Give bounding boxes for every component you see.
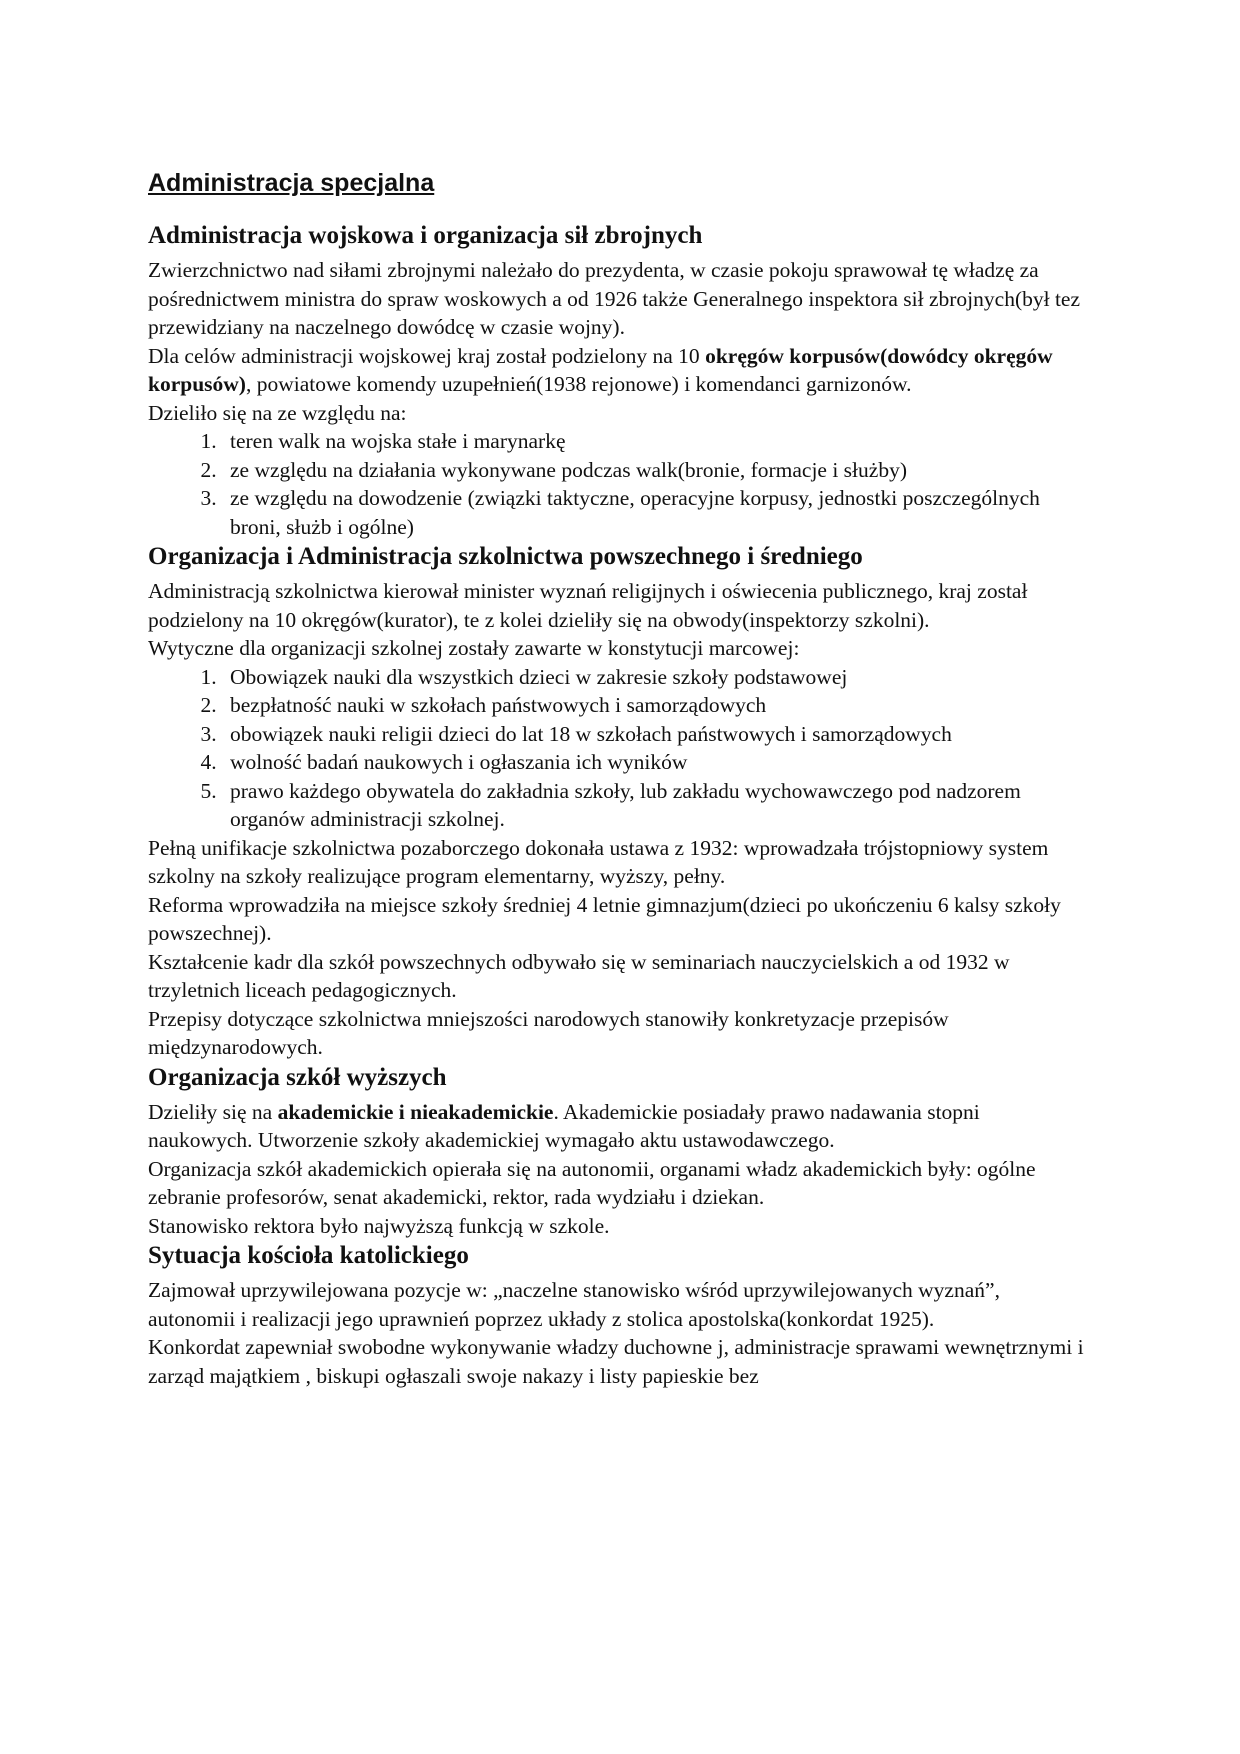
list-item: 1. Obowiązek nauki dla wszystkich dzieci w zakresie szkoły podstawowej xyxy=(222,663,1088,692)
paragraph: Zwierzchnictwo nad siłami zbrojnymi należało do prezydenta, w czasie pokoju sprawował tę władzę za pośrednictwem ministra do spraw woskowych a od 1926 także Generalnego inspektora sił zbrojnych(był tez przewidziany na naczelnego dowódcę w czasie wojny). xyxy=(148,258,1081,339)
numbered-list xyxy=(148,427,1088,541)
section-heading-universities: Organizacja szkół wyższych xyxy=(148,1063,447,1091)
paragraph: Przepisy dotyczące szkolnictwa mniejszości narodowych stanowiły konkretyzacje przepisów międzynarodowych. xyxy=(148,1006,949,1059)
text-run: Dla celów administracji wojskowej kraj został podzielony na 10 xyxy=(148,343,706,368)
text-run: Dzieliły się na xyxy=(148,1099,278,1124)
document-content xyxy=(148,168,1088,1390)
text-run: . Akademickie posiadały prawo nadawania stopni naukowych. Utworzenie szkoły akademickiej wymagało aktu ustawodawczego. xyxy=(148,1099,980,1152)
section-heading-schools: Organizacja i Administracja szkolnictwa powszechnego i średniego xyxy=(148,543,863,570)
paragraph xyxy=(148,1098,1088,1155)
paragraph: Pełną unifikacje szkolnictwa pozaborczego dokonała ustawa z 1932: wprowadzała trójstopniowy system szkolny na szkoły realizujące program elementarny, wyższy, pełny. xyxy=(148,835,1049,888)
text-run: , powiatowe komendy uzupełnień(1938 rejonowe) i komendanci garnizonów. xyxy=(245,372,912,396)
bold-text: okręgów korpusów(dowódcy okręgów korpusów) xyxy=(148,343,1053,396)
document-title: Administracja specjalna xyxy=(148,169,435,197)
list-item: 1. teren walk na wojska stałe i marynarkę xyxy=(222,427,1088,456)
paragraph: Konkordat zapewniał swobodne wykonywanie władzy duchowne j, administracje sprawami wewnętrznymi i zarząd majątkiem , biskupi ogłaszali swoje nakazy i listy papieskie bez xyxy=(148,1335,1084,1388)
paragraph: Dzieliło się na ze względu na: xyxy=(148,400,407,425)
list-item: 2. bezpłatność nauki w szkołach państwowych i samorządowych xyxy=(222,691,1088,720)
numbered-list xyxy=(148,663,1088,834)
section-heading-church: Sytuacja kościoła katolickiego xyxy=(148,1242,469,1269)
paragraph: Administracją szkolnictwa kierował minister wyznań religijnych i oświecenia publicznego, kraj został podzielony na 10 okręgów(kurator), te z kolei dzieliły się na obwody(inspektorzy szkolni). xyxy=(148,579,1028,632)
section-heading-military: Administracja wojskowa i organizacja sił zbrojnych xyxy=(148,222,703,249)
list-item: 2. ze względu na działania wykonywane podczas walk(bronie, formacje i służby) xyxy=(222,456,1088,485)
paragraph: Kształcenie kadr dla szkół powszechnych odbywało się w seminariach nauczycielskich a od 1932 w trzyletnich liceach pedagogicznych. xyxy=(148,949,1010,1002)
list-item: 3. ze względu na dowodzenie (związki taktyczne, operacyjne korpusy, jednostki poszczególnych broni, służb i ogólne) xyxy=(222,484,1088,541)
list-item: 5. prawo każdego obywatela do zakładnia szkoły, lub zakładu wychowawczego pod nadzorem organów administracji szkolnej. xyxy=(222,777,1088,834)
list-item: 3. obowiązek nauki religii dzieci do lat 18 w szkołach państwowych i samorządowych xyxy=(222,720,1088,749)
paragraph: Wytyczne dla organizacji szkolnej zostały zawarte w konstytucji marcowej: xyxy=(148,636,800,660)
paragraph: Reforma wprowadziła na miejsce szkoły średniej 4 letnie gimnazjum(dzieci po ukończeniu 6 kalsy szkoły powszechnej). xyxy=(148,892,1061,945)
paragraph xyxy=(148,342,1088,399)
paragraph: Organizacja szkół akademickich opierała się na autonomii, organami władz akademickich były: ogólne zebranie profesorów, senat akademicki, rektor, rada wydziału i dziekan. xyxy=(148,1156,1036,1209)
list-item: 4. wolność badań naukowych i ogłaszania ich wyników xyxy=(222,748,1088,777)
paragraph: Zajmował uprzywilejowana pozycje w: „naczelne stanowisko wśród uprzywilejowanych wyznań”, autonomii i realizacji jego uprawnień poprzez układy z stolica apostolska(konkordat 1925). xyxy=(148,1278,1000,1331)
bold-text: akademickie i nieakademickie xyxy=(277,1099,554,1124)
paragraph: Stanowisko rektora było najwyższą funkcją w szkole. xyxy=(148,1213,610,1238)
